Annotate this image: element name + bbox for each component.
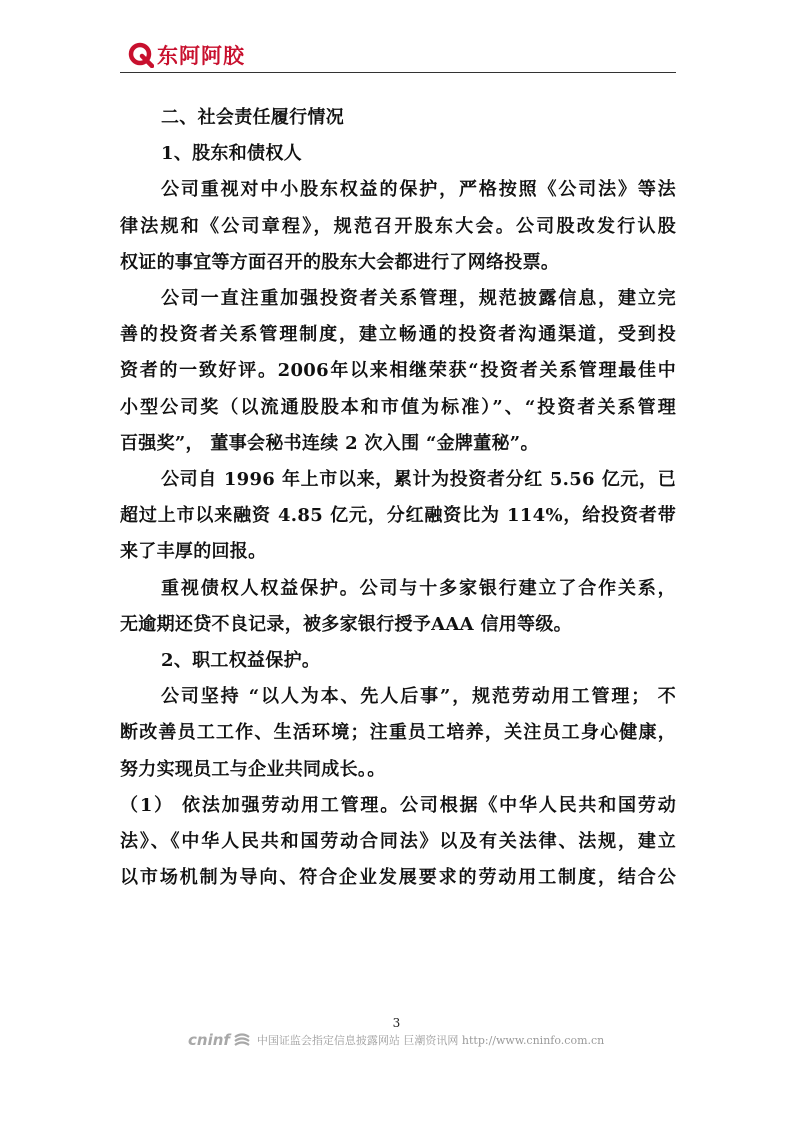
- paragraph-line: 无逾期还贷不良记录，被多家银行授予AAA 信用等级。: [120, 613, 572, 635]
- paragraph-line: 来了丰厚的回报。: [120, 541, 267, 563]
- footer: [188, 1031, 604, 1049]
- footer-text: 中国证监会指定信息披露网站 巨潮资讯网 http://www.cninfo.com.cn: [256, 1034, 605, 1047]
- paragraph-line: 权证的事宜等方面召开的股东大会都进行了网络投票。: [120, 251, 560, 273]
- footer-brand: cninf: [188, 1031, 230, 1049]
- paragraph-line: 重视债权人权益保护。公司与十多家银行建立了合作关系，: [161, 577, 676, 599]
- paragraph-line: 小型公司奖（以流通股股本和市值为标准）”、“投资者关系管理: [120, 396, 676, 418]
- paragraph-line: 法》、《中华人民共和国劳动合同法》以及有关法律、法规，建立: [120, 831, 676, 853]
- paragraph-line: 善的投资者关系管理制度，建立畅通的投资者沟通渠道，受到投: [120, 324, 676, 346]
- paragraph-line: 公司自 1996 年上市以来，累计为投资者分红 5.56 亿元，已: [161, 469, 676, 491]
- logo-text: 东阿阿胶: [157, 44, 245, 68]
- document-body: [120, 100, 676, 896]
- paragraph-line: 以市场机制为导向、符合企业发展要求的劳动用工制度，结合公: [120, 867, 676, 889]
- paragraph-line: 努力实现员工与企业共同成长。。: [120, 758, 386, 780]
- paragraph-line: 百强奖”， 董事会秘书连续 2 次入围 “金牌董秘”。: [120, 432, 539, 454]
- company-logo-icon: [128, 42, 154, 68]
- paragraph-line: 公司坚持 “以人为本、先人后事”，规范劳动用工管理； 不: [161, 686, 676, 708]
- paragraph-line: 律法规和《公司章程》，规范召开股东大会。公司股改发行认股: [120, 215, 676, 237]
- page-number: 3: [392, 1016, 401, 1030]
- cninfo-logo-icon: [233, 1032, 251, 1048]
- paragraph-line: 断改善员工工作、生活环境；注重员工培养，关注员工身心健康，: [120, 722, 676, 744]
- header-divider: [120, 72, 676, 73]
- paragraph-line: 公司重视对中小股东权益的保护，严格按照《公司法》等法: [161, 179, 676, 201]
- subsection-heading: 2、职工权益保护。: [161, 650, 321, 672]
- paragraph-line: （1） 依法加强劳动用工管理。公司根据《中华人民共和国劳动: [120, 794, 676, 816]
- paragraph-line: 资者的一致好评。2006年以来相继荣获“投资者关系管理最佳中: [120, 360, 676, 382]
- header-logo: [128, 40, 245, 70]
- paragraph-line: 公司一直注重加强投资者关系管理，规范披露信息，建立完: [161, 288, 676, 310]
- paragraph-line: 超过上市以来融资 4.85 亿元，分红融资比为 114%，给投资者带: [120, 505, 676, 527]
- subsection-heading: 1、股东和债权人: [161, 143, 302, 165]
- section-heading: 二、社会责任履行情况: [161, 107, 344, 128]
